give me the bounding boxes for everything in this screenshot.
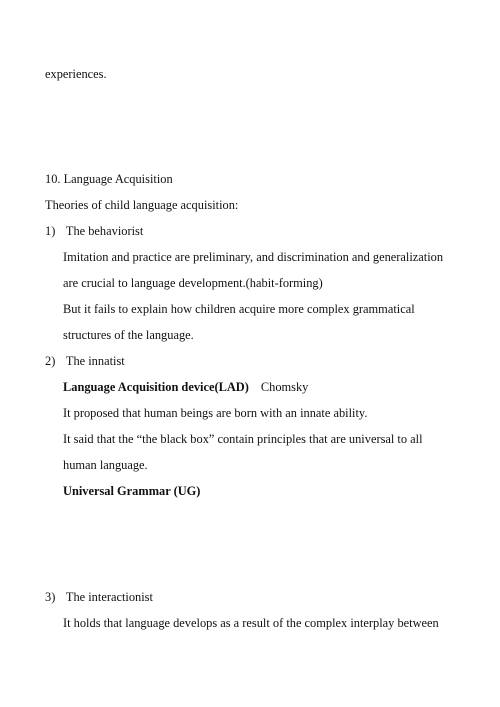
- text-line: Theories of child language acquisition:: [45, 198, 239, 212]
- text-line: are crucial to language development.(habit-forming): [63, 276, 323, 290]
- text-line: human language.: [63, 458, 148, 472]
- term-line: [63, 381, 308, 393]
- text-line: experiences.: [45, 67, 107, 81]
- text-line: But it fails to explain how children acquire more complex grammatical: [63, 302, 415, 316]
- list-item-1: [45, 225, 143, 237]
- list-item-title: The interactionist: [65, 590, 153, 604]
- text-line: It proposed that human beings are born with an innate ability.: [63, 406, 368, 420]
- list-number: 2): [45, 354, 56, 368]
- list-number: 3): [45, 590, 56, 604]
- text-line: Imitation and practice are preliminary, and discrimination and generalization: [63, 250, 444, 264]
- section-heading: 10. Language Acquisition: [45, 172, 173, 186]
- list-item-title: The behaviorist: [65, 224, 144, 238]
- list-item-2: [45, 355, 125, 367]
- term-bold: Language Acquisition device(LAD): [63, 380, 249, 394]
- text-line: It holds that language develops as a result of the complex interplay between: [63, 616, 439, 630]
- list-number: 1): [45, 224, 56, 238]
- term-bold: Universal Grammar (UG): [63, 484, 201, 498]
- text-line: It said that the “the black box” contain principles that are universal to all: [63, 432, 423, 446]
- list-item-3: [45, 591, 153, 603]
- term-author: Chomsky: [260, 380, 309, 394]
- text-line: structures of the language.: [63, 328, 194, 342]
- list-item-title: The innatist: [65, 354, 125, 368]
